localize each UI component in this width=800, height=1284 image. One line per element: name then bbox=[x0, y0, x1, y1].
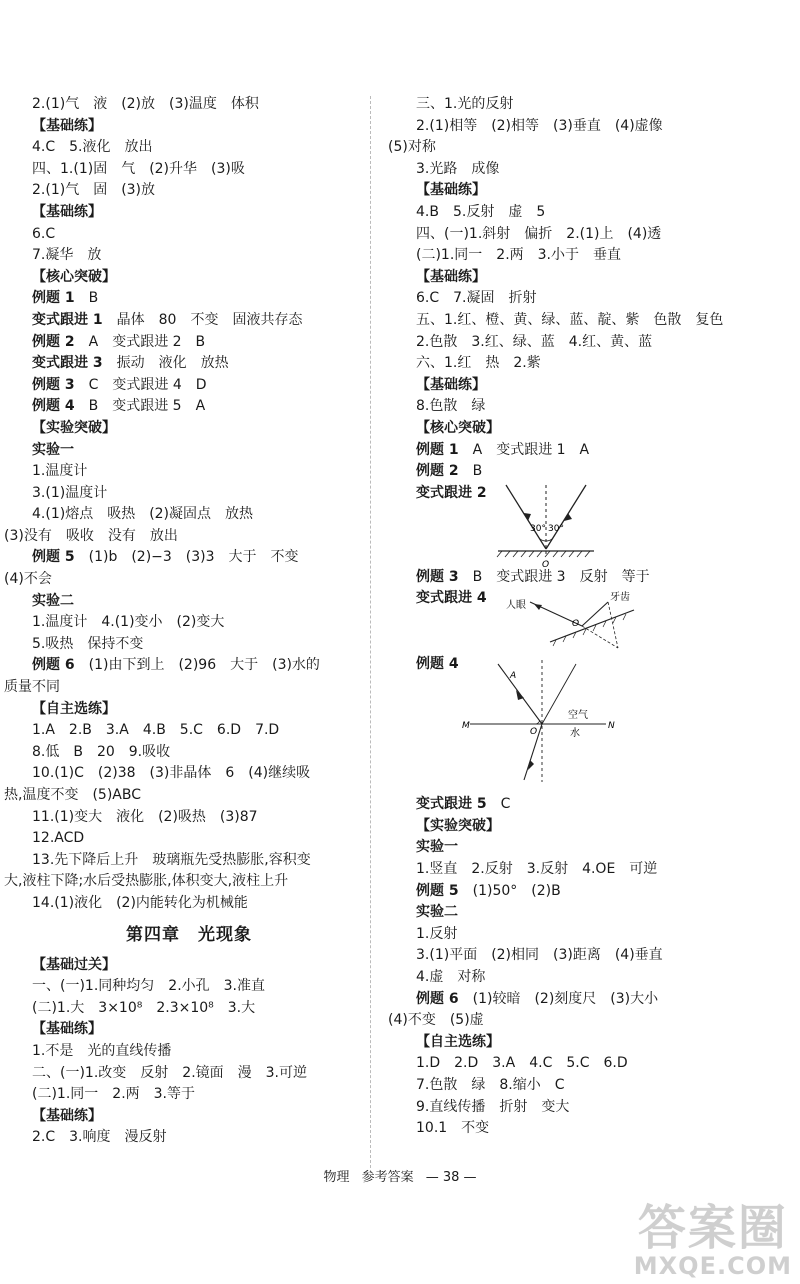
answer-line bbox=[4, 94, 374, 116]
answer-line bbox=[388, 310, 758, 332]
figure-tooth-mirror bbox=[388, 588, 758, 654]
figure-reflection-30 bbox=[388, 483, 758, 570]
section-heading bbox=[388, 418, 758, 440]
line-text: 【自主选练】 bbox=[32, 700, 116, 717]
line-text: 5.吸热 保持不变 bbox=[32, 635, 144, 652]
right-column-top bbox=[388, 94, 758, 483]
answer-line bbox=[388, 945, 758, 967]
line-text: 13.先下降后上升 玻璃瓶先受热膨胀,容积变 bbox=[32, 851, 311, 868]
air-label: 空气 bbox=[568, 710, 588, 722]
line-text: 4.C 5.液化 放出 bbox=[32, 139, 153, 156]
line-text: 10.1 不变 bbox=[416, 1120, 490, 1137]
answer-line bbox=[388, 837, 758, 859]
mirror-line bbox=[550, 610, 634, 642]
watermark-logo bbox=[634, 1202, 792, 1278]
line-text: 1.D 2.D 3.A 4.C 5.C 6.D bbox=[416, 1055, 628, 1072]
answer-line bbox=[388, 440, 758, 462]
reflection-diagram bbox=[498, 483, 658, 569]
answer-line bbox=[4, 998, 374, 1020]
line-text: (1)b (2)−3 (3)3 大于 不变 bbox=[74, 549, 299, 566]
answer-line bbox=[4, 1041, 374, 1063]
line-text: 实验二 bbox=[32, 592, 74, 609]
answer-line bbox=[388, 881, 758, 903]
question-label: 例题 1 bbox=[32, 290, 75, 307]
right-column bbox=[388, 94, 758, 1140]
answer-line bbox=[4, 828, 374, 850]
question-label: 例题 5 bbox=[416, 882, 459, 899]
question-label: 变式跟进 5 bbox=[416, 796, 487, 813]
line-text: 【基础练】 bbox=[416, 376, 486, 393]
answer-line bbox=[388, 116, 758, 138]
line-text: (4)不会 bbox=[4, 571, 52, 588]
line-text: 3.(1)温度计 bbox=[32, 484, 108, 501]
answer-line bbox=[388, 332, 758, 354]
section-heading bbox=[4, 1019, 374, 1041]
point-a-label: A bbox=[510, 671, 517, 682]
line-text: B bbox=[458, 463, 483, 480]
line-text: 四、1.(1)固 气 (2)升华 (3)吸 bbox=[32, 160, 245, 177]
answer-line bbox=[388, 159, 758, 181]
answer-line bbox=[388, 902, 758, 924]
answer-line bbox=[4, 483, 374, 505]
answer-line bbox=[4, 893, 374, 915]
line-text: 8.色散 绿 bbox=[416, 398, 486, 415]
answer-line bbox=[388, 924, 758, 946]
answer-line bbox=[4, 224, 374, 246]
line-text: 3.光路 成像 bbox=[416, 160, 500, 177]
reflected-arrow bbox=[564, 513, 572, 521]
answer-line bbox=[4, 850, 374, 872]
answer-line bbox=[388, 94, 758, 116]
eye-label: 人眼 bbox=[506, 600, 526, 612]
question-label: 例题 4 bbox=[32, 398, 75, 415]
answer-line bbox=[388, 288, 758, 310]
line-text: 热,温度不变 (5)ABC bbox=[4, 787, 141, 803]
answer-line bbox=[4, 677, 374, 699]
refraction-diagram bbox=[458, 654, 618, 784]
answer-line bbox=[4, 461, 374, 483]
section-heading bbox=[388, 267, 758, 289]
answer-line bbox=[4, 976, 374, 998]
answer-line bbox=[4, 440, 374, 462]
line-text: 五、1.红、橙、黄、绿、蓝、靛、紫 色散 复色 bbox=[416, 311, 724, 328]
answer-line bbox=[4, 375, 374, 397]
line-text: 1.温度计 4.(1)变小 (2)变大 bbox=[32, 614, 225, 631]
answer-line: 例题 3 B 变式跟进 3 反射 等于 bbox=[416, 568, 650, 585]
figure-label: 变式跟进 2 bbox=[416, 484, 487, 501]
answer-line bbox=[4, 310, 374, 332]
line-text: 四、(一)1.斜射 偏折 2.(1)上 (4)透 bbox=[416, 225, 662, 242]
answer-line bbox=[4, 526, 374, 548]
answer-line bbox=[4, 871, 374, 893]
line-text: 12.ACD bbox=[32, 830, 85, 847]
answer-line bbox=[388, 1097, 758, 1119]
line-text: 7.色散 绿 8.缩小 C bbox=[416, 1077, 565, 1093]
line-text: 4.(1)熔点 吸热 (2)凝固点 放热 bbox=[32, 506, 254, 523]
figure-label: 变式跟进 4 bbox=[416, 590, 487, 607]
line-text: (5)对称 bbox=[388, 139, 436, 156]
answer-line bbox=[4, 547, 374, 569]
section-heading bbox=[4, 955, 374, 977]
answer-line bbox=[388, 353, 758, 375]
line-text: 8.低 B 20 9.吸收 bbox=[32, 743, 171, 760]
ray-from-tooth bbox=[582, 602, 608, 626]
answer-line bbox=[4, 1063, 374, 1085]
line-text: 大,液柱下降;水后受热膨胀,体积变大,液柱上升 bbox=[4, 873, 289, 890]
line-text: (1)由下到上 (2)96 大于 (3)水的 bbox=[74, 657, 320, 674]
chapter-heading bbox=[4, 915, 374, 955]
line-text: 9.直线传播 折射 变大 bbox=[416, 1098, 570, 1115]
line-text: 【实验突破】 bbox=[32, 419, 116, 436]
line-text: 7.凝华 放 bbox=[32, 247, 102, 264]
point-m-label: M bbox=[462, 721, 470, 732]
page-number: — 38 — bbox=[425, 1170, 477, 1185]
line-text: C bbox=[486, 796, 511, 813]
answer-line bbox=[388, 224, 758, 246]
line-text: 六、1.红 热 2.紫 bbox=[416, 355, 541, 372]
line-text: 14.(1)液化 (2)内能转化为机械能 bbox=[32, 894, 248, 911]
line-text: 2.C 3.响度 漫反射 bbox=[32, 1129, 167, 1146]
point-n-label: N bbox=[608, 721, 615, 732]
line-text: 1.反射 bbox=[416, 925, 458, 942]
line-text: 【基础练】 bbox=[416, 182, 486, 199]
answer-line bbox=[4, 353, 374, 375]
line-text: 【基础练】 bbox=[32, 117, 102, 134]
footer-title: 参考答案 bbox=[361, 1170, 414, 1185]
line-text: 第四章 光现象 bbox=[126, 924, 252, 945]
answer-line bbox=[4, 720, 374, 742]
section-heading bbox=[4, 267, 374, 289]
point-o-label: O bbox=[530, 727, 538, 738]
answer-line bbox=[388, 1118, 758, 1140]
line-text: 【核心突破】 bbox=[32, 268, 116, 285]
eye-arrow bbox=[534, 604, 542, 610]
line-text: (4)不变 (5)虚 bbox=[388, 1012, 484, 1029]
virtual-extension bbox=[582, 626, 618, 648]
question-label: 例题 6 bbox=[32, 657, 75, 674]
line-text: B 变式跟进 5 A bbox=[74, 398, 206, 415]
line-text: (二)1.同一 2.两 3.等于 bbox=[32, 1086, 195, 1103]
answer-line bbox=[4, 1084, 374, 1106]
answer-line bbox=[4, 569, 374, 591]
line-text: 2.(1)气 液 (2)放 (3)温度 体积 bbox=[32, 96, 259, 112]
line-text: 【基础练】 bbox=[32, 203, 102, 220]
answer-line bbox=[4, 396, 374, 418]
water-label: 水 bbox=[570, 728, 580, 740]
line-text: 【基础练】 bbox=[416, 268, 486, 285]
line-text: 【实验突破】 bbox=[416, 817, 500, 834]
section-heading bbox=[388, 1032, 758, 1054]
answer-line bbox=[4, 1127, 374, 1149]
question-label: 例题 5 bbox=[32, 549, 75, 566]
angle-label-right: 30° bbox=[548, 523, 564, 534]
answer-line bbox=[388, 967, 758, 989]
answer-line bbox=[4, 159, 374, 181]
question-label: 例题 1 bbox=[416, 441, 459, 458]
line-text: (1)较暗 (2)刻度尺 (3)大小 bbox=[458, 990, 659, 1007]
answer-line bbox=[4, 504, 374, 526]
tooth-mirror-diagram bbox=[484, 588, 654, 654]
answer-line bbox=[388, 461, 758, 483]
answer-line bbox=[388, 137, 758, 159]
line-text: 质量不同 bbox=[4, 679, 60, 696]
answer-line bbox=[388, 1010, 758, 1032]
answer-line bbox=[4, 180, 374, 202]
section-heading bbox=[388, 180, 758, 202]
incident-arrow bbox=[524, 513, 531, 521]
line-text: 1.温度计 bbox=[32, 463, 88, 480]
line-text: 【基础练】 bbox=[32, 1021, 102, 1038]
question-label: 变式跟进 1 bbox=[32, 311, 103, 328]
answer-line bbox=[388, 1075, 758, 1097]
line-text: 二、(一)1.改变 反射 2.镜面 漫 3.可逆 bbox=[32, 1064, 307, 1081]
line-text: A 变式跟进 1 A bbox=[458, 441, 590, 458]
answer-line bbox=[388, 396, 758, 418]
line-text: 三、1.光的反射 bbox=[416, 96, 514, 112]
answer-line bbox=[4, 655, 374, 677]
tooth-label: 牙齿 bbox=[610, 592, 630, 604]
line-text: A 变式跟进 2 B bbox=[74, 333, 206, 350]
line-text: 11.(1)变大 液化 (2)吸热 (3)87 bbox=[32, 808, 258, 825]
question-label: 变式跟进 3 bbox=[32, 355, 103, 372]
figure-label: 例题 4 bbox=[416, 656, 459, 673]
line-text: (二)1.同一 2.两 3.小于 垂直 bbox=[416, 247, 621, 264]
section-heading bbox=[4, 116, 374, 138]
line-text: B bbox=[74, 290, 99, 307]
answer-line bbox=[4, 634, 374, 656]
line-text: (3)没有 吸收 没有 放出 bbox=[4, 527, 178, 544]
answer-line bbox=[4, 137, 374, 159]
line-text: 1.A 2.B 3.A 4.B 5.C 6.D 7.D bbox=[32, 722, 280, 739]
answer-line bbox=[4, 612, 374, 634]
line-text: 2.色散 3.红、绿、蓝 4.红、黄、蓝 bbox=[416, 333, 653, 350]
section-heading bbox=[4, 418, 374, 440]
section-heading bbox=[4, 699, 374, 721]
line-text: (二)1.大 3×10⁸ 2.3×10⁸ 3.大 bbox=[32, 999, 256, 1016]
line-text: (1)50° (2)B bbox=[458, 882, 561, 899]
answer-line bbox=[4, 591, 374, 613]
mirror-hatching bbox=[497, 551, 590, 557]
line-text: 10.(1)C (2)38 (3)非晶体 6 (4)继续吸 bbox=[32, 765, 311, 782]
watermark-text: 答案圈 bbox=[637, 1200, 788, 1256]
question-label: 例题 2 bbox=[416, 463, 459, 480]
section-heading bbox=[4, 1106, 374, 1128]
answer-line bbox=[388, 794, 758, 816]
point-o-label: O bbox=[572, 619, 580, 630]
line-text: 【基础过关】 bbox=[32, 956, 116, 973]
answer-line bbox=[388, 989, 758, 1011]
virtual-ray bbox=[608, 602, 618, 648]
point-o-label: O bbox=[542, 559, 550, 570]
section-heading bbox=[388, 375, 758, 397]
left-column bbox=[4, 94, 374, 1149]
angle-label-left: 30° bbox=[530, 523, 546, 534]
line-text: 【基础练】 bbox=[32, 1107, 102, 1124]
footer-subject: 物理 bbox=[323, 1170, 350, 1185]
answer-line bbox=[4, 288, 374, 310]
figure-refraction bbox=[388, 654, 758, 794]
line-text: 2.(1)相等 (2)相等 (3)垂直 (4)虚像 bbox=[416, 117, 663, 134]
answer-line bbox=[388, 202, 758, 224]
line-text: 实验一 bbox=[32, 441, 74, 458]
line-text: 4.B 5.反射 虚 5 bbox=[416, 203, 546, 220]
line-text: 4.虚 对称 bbox=[416, 969, 486, 986]
answer-line bbox=[4, 742, 374, 764]
line-text: 晶体 80 不变 固液共存态 bbox=[102, 311, 303, 328]
line-text: 3.(1)平面 (2)相同 (3)距离 (4)垂直 bbox=[416, 947, 663, 964]
line-text: 振动 液化 放热 bbox=[102, 355, 229, 372]
line-text: 【核心突破】 bbox=[416, 419, 500, 436]
page-footer bbox=[0, 1166, 800, 1185]
line-text: 一、(一)1.同种均匀 2.小孔 3.准直 bbox=[32, 978, 265, 995]
question-label: 例题 6 bbox=[416, 990, 459, 1007]
right-column-bottom bbox=[388, 794, 758, 1140]
answer-line bbox=[4, 763, 374, 785]
line-text: 6.C 7.凝固 折射 bbox=[416, 290, 537, 307]
line-text: 2.(1)气 固 (3)放 bbox=[32, 182, 156, 199]
line-text: 【自主选练】 bbox=[416, 1033, 500, 1050]
answer-line bbox=[388, 859, 758, 881]
answer-line bbox=[4, 785, 374, 807]
line-text: C 变式跟进 4 D bbox=[74, 376, 207, 393]
line-text: 1.不是 光的直线传播 bbox=[32, 1042, 172, 1059]
question-label: 例题 2 bbox=[32, 333, 75, 350]
line-text: 6.C bbox=[32, 225, 56, 242]
question-label: 例题 3 bbox=[32, 376, 75, 393]
answer-line bbox=[4, 332, 374, 354]
line-text: 实验一 bbox=[416, 839, 458, 856]
answer-line bbox=[388, 245, 758, 267]
line-text: 1.竖直 2.反射 3.反射 4.OE 可逆 bbox=[416, 861, 658, 878]
answer-line bbox=[388, 1053, 758, 1075]
answer-line bbox=[4, 807, 374, 829]
section-heading bbox=[388, 816, 758, 838]
answer-line bbox=[4, 245, 374, 267]
watermark-url: MXQE.COM bbox=[633, 1252, 792, 1280]
line-text: 实验二 bbox=[416, 904, 458, 921]
section-heading bbox=[4, 202, 374, 224]
